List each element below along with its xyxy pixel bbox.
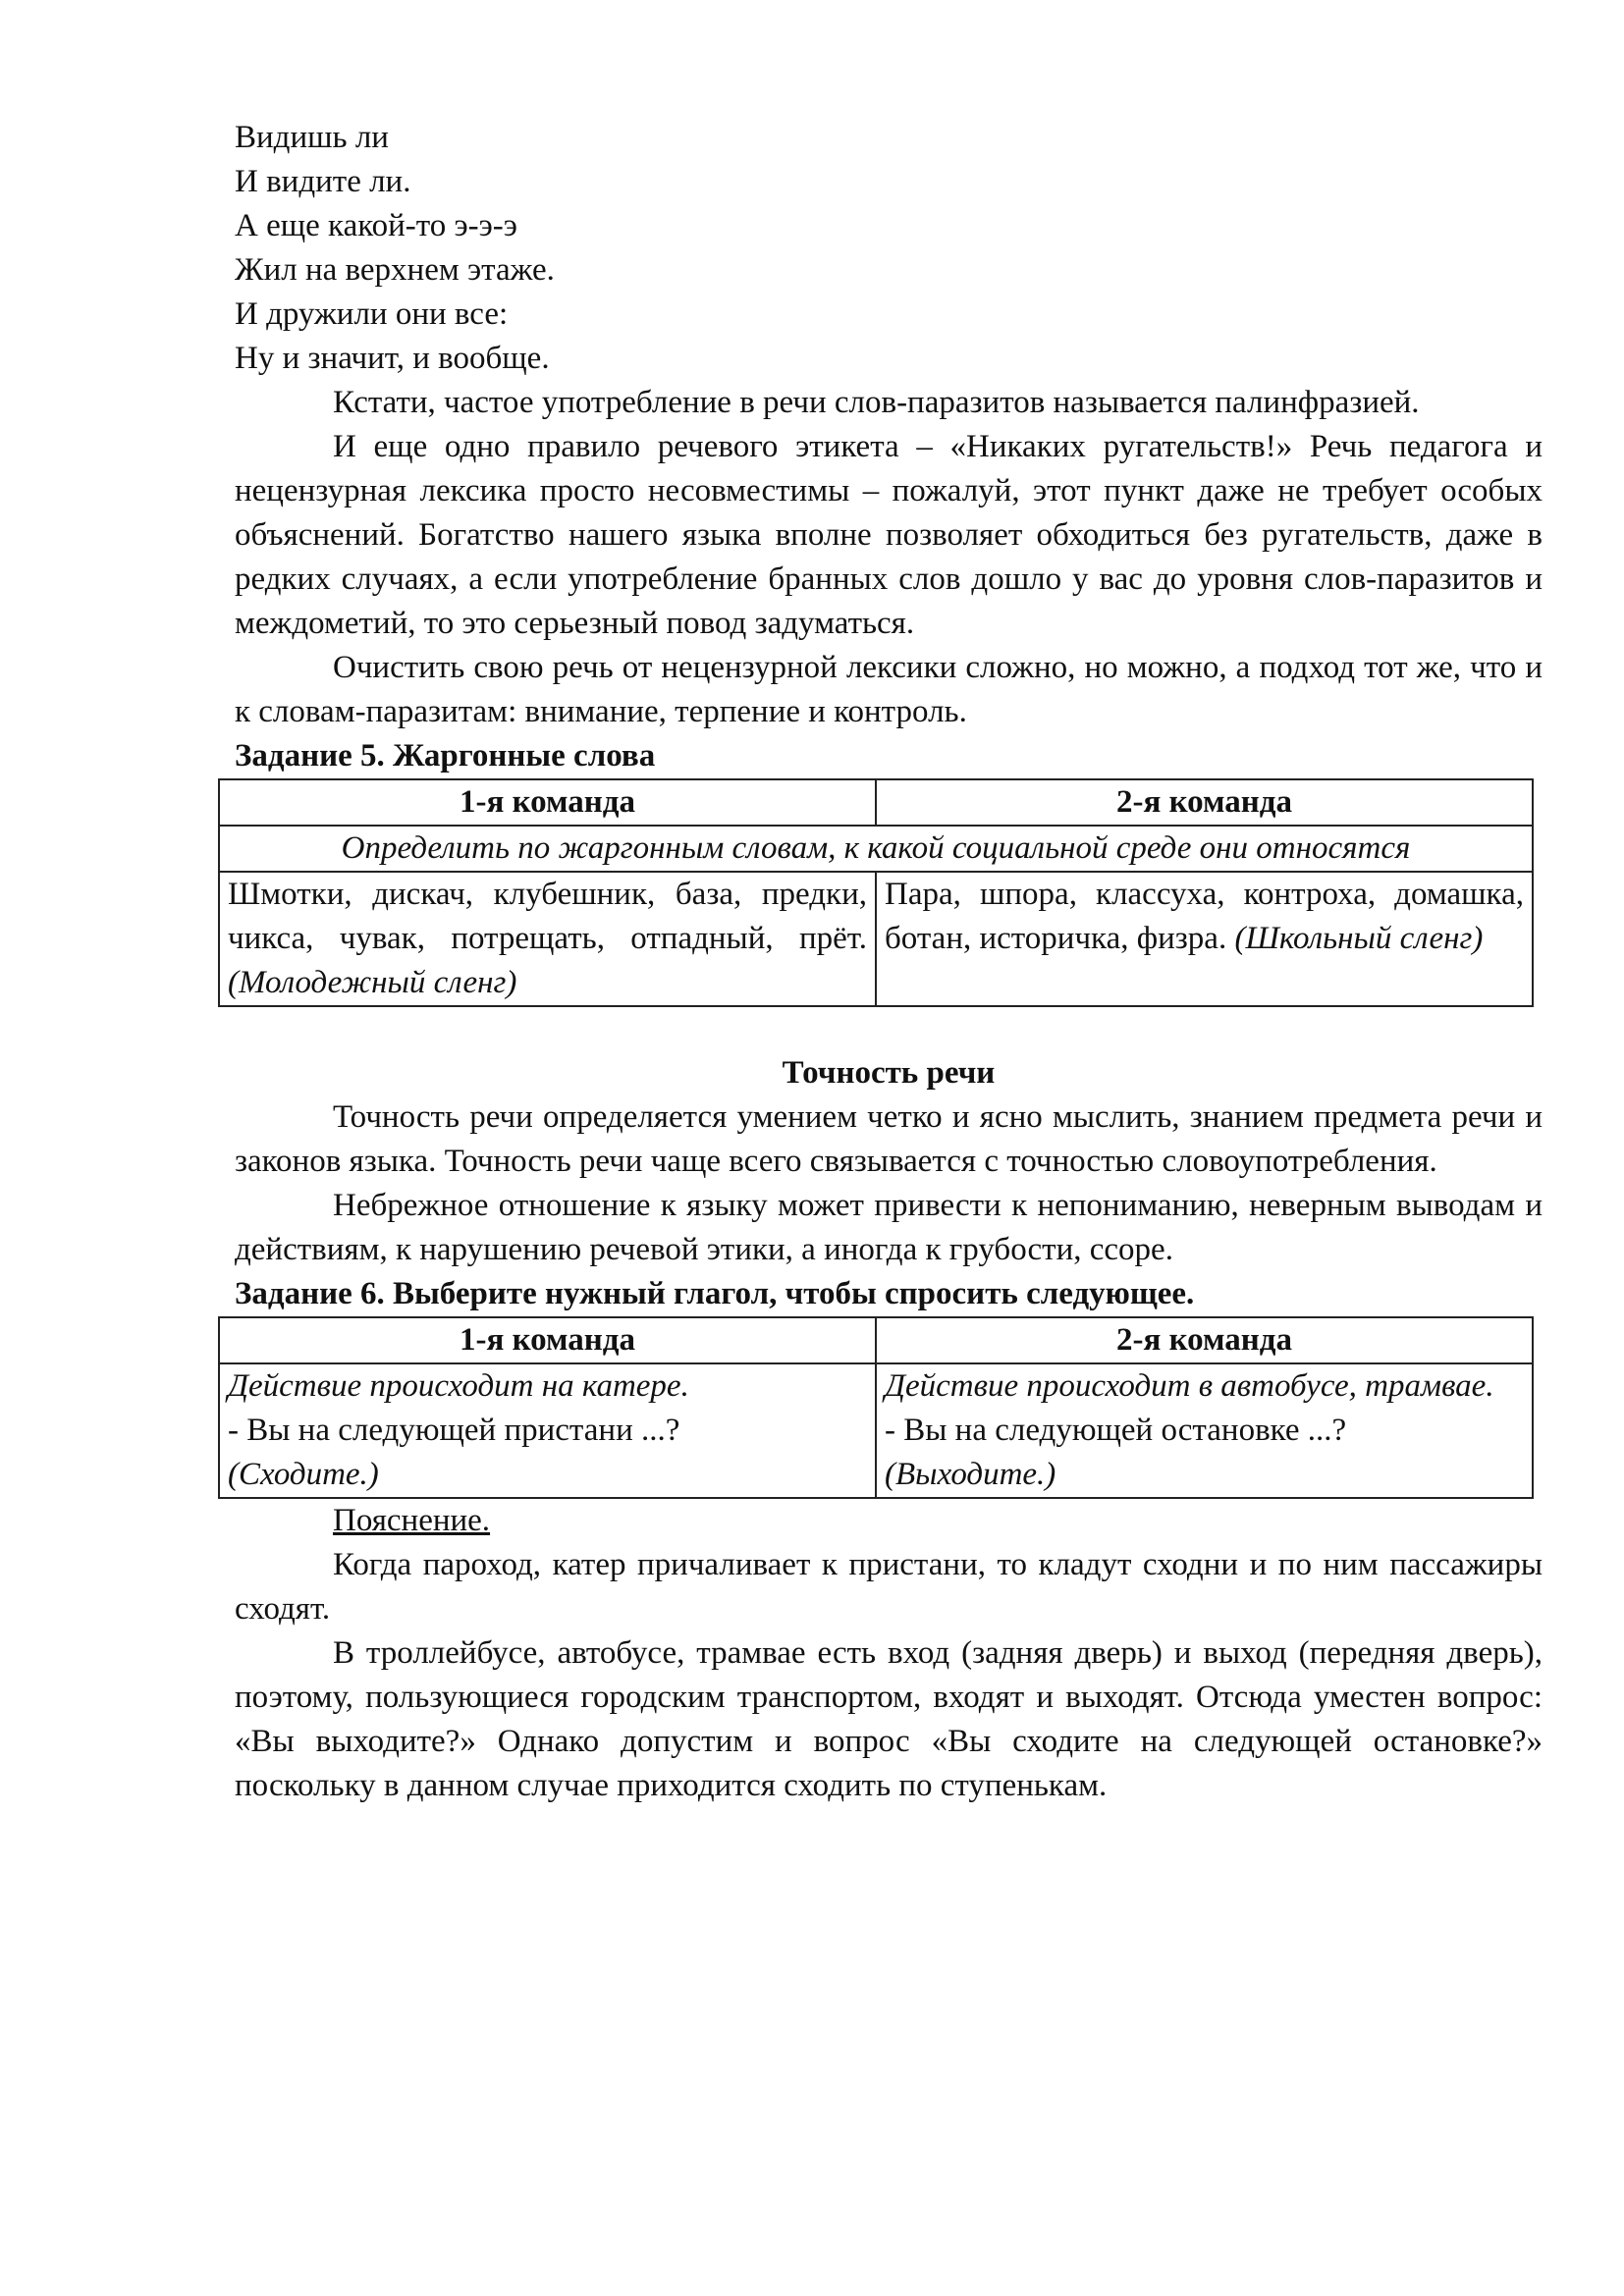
poem-line: А еще какой-то э-э-э [235, 208, 517, 243]
task5-team2-words: Пара, шпора, классуха, контроха, домашка, ботан, историчка, физра. [885, 877, 1524, 956]
task6-team1-question: - Вы на следующей пристани ...? [228, 1413, 680, 1448]
table-header-row [219, 1317, 1533, 1363]
task5-team2-answer: (Школьный сленг) [1234, 921, 1484, 956]
table-header-team1: 1-я команда [219, 1317, 876, 1363]
task5-team1-answer: (Молодежный сленг) [228, 965, 517, 1000]
poem [235, 116, 1543, 381]
task5-team1-words: Шмотки, дискач, клубешник, база, предки, чикса, чувак, потрещать, отпадный, прёт. [228, 877, 867, 956]
task6-team1-context: Действие происходит на катере. [228, 1368, 689, 1404]
task5-team2-cell [876, 872, 1533, 1006]
task6-heading: Задание 6. Выберите нужный глагол, чтобы спросить следующее. [235, 1276, 1195, 1311]
poem-line: Ну и значит, и вообще. [235, 341, 550, 376]
task6-team1-answer: (Сходите.) [228, 1457, 379, 1492]
poem-line: И видите ли. [235, 164, 411, 199]
paragraph: И еще одно правило речевого этикета – «Никаких ругательств!» Речь педагога и нецензурная лексика просто несовместимы – пожалуй, этот пункт даже не требует особых объяснений. Богатство нашего языка вполне позволяет обходиться без ругательств, даже в редких случаях, а если употребление бранных слов дошло у вас до уровня слов-паразитов и междометий, то это серьезный повод задуматься. [235, 429, 1543, 641]
task6-team2-context: Действие происходит в автобусе, трамвае. [885, 1368, 1494, 1404]
paragraph: Когда пароход, катер причаливает к пристани, то кладут сходни и по ним пассажиры сходят. [235, 1547, 1543, 1627]
task6-team2-cell [876, 1363, 1533, 1498]
explanation-label: Пояснение. [333, 1503, 491, 1538]
paragraph: Точность речи определяется умением четко и ясно мыслить, знанием предмета речи и законов языка. Точность речи чаще всего связывается с точностью словоупотребления. [235, 1099, 1543, 1179]
task5-table [218, 778, 1534, 1007]
poem-line: Видишь ли [235, 120, 389, 155]
task6-table [218, 1316, 1534, 1499]
table-row [219, 826, 1533, 872]
task5-team1-cell [219, 872, 876, 1006]
poem-line: Жил на верхнем этаже. [235, 252, 555, 288]
paragraph: В троллейбусе, автобусе, трамвае есть вход (задняя дверь) и выход (передняя дверь), поэтому, пользующиеся городским транспортом, входят и выходят. Отсюда уместен вопрос: «Вы выходите?» Однако допустим и вопрос «Вы сходите на следующей остановке?» поскольку в данном случае приходится сходить по ступенькам. [235, 1635, 1543, 1803]
paragraph: Кстати, частое употребление в речи слов-паразитов называется палинфразией. [333, 385, 1420, 420]
task6-team1-cell [219, 1363, 876, 1498]
spacer [235, 1007, 1543, 1051]
table-row [219, 872, 1533, 1006]
section-title: Точность речи [782, 1055, 996, 1091]
table-header-team1: 1-я команда [219, 779, 876, 826]
task5-instruction: Определить по жаргонным словам, к какой социальной среде они относятся [219, 826, 1533, 872]
task5-heading: Задание 5. Жаргонные слова [235, 738, 656, 774]
table-row [219, 1363, 1533, 1498]
poem-line: И дружили они все: [235, 296, 509, 332]
paragraph: Небрежное отношение к языку может привести к непониманию, неверным выводам и действиям, к нарушению речевой этики, а иногда к грубости, ссоре. [235, 1188, 1543, 1267]
task6-team2-answer: (Выходите.) [885, 1457, 1056, 1492]
paragraph: Очистить свою речь от нецензурной лексики сложно, но можно, а подход тот же, что и к словам-паразитам: внимание, терпение и контроль. [235, 650, 1543, 729]
table-header-team2: 2-я команда [876, 779, 1533, 826]
explanation-label-line [235, 1499, 1543, 1543]
table-header-row [219, 779, 1533, 826]
table-header-team2: 2-я команда [876, 1317, 1533, 1363]
task6-team2-question: - Вы на следующей остановке ...? [885, 1413, 1347, 1448]
document-page [228, 116, 1543, 1808]
